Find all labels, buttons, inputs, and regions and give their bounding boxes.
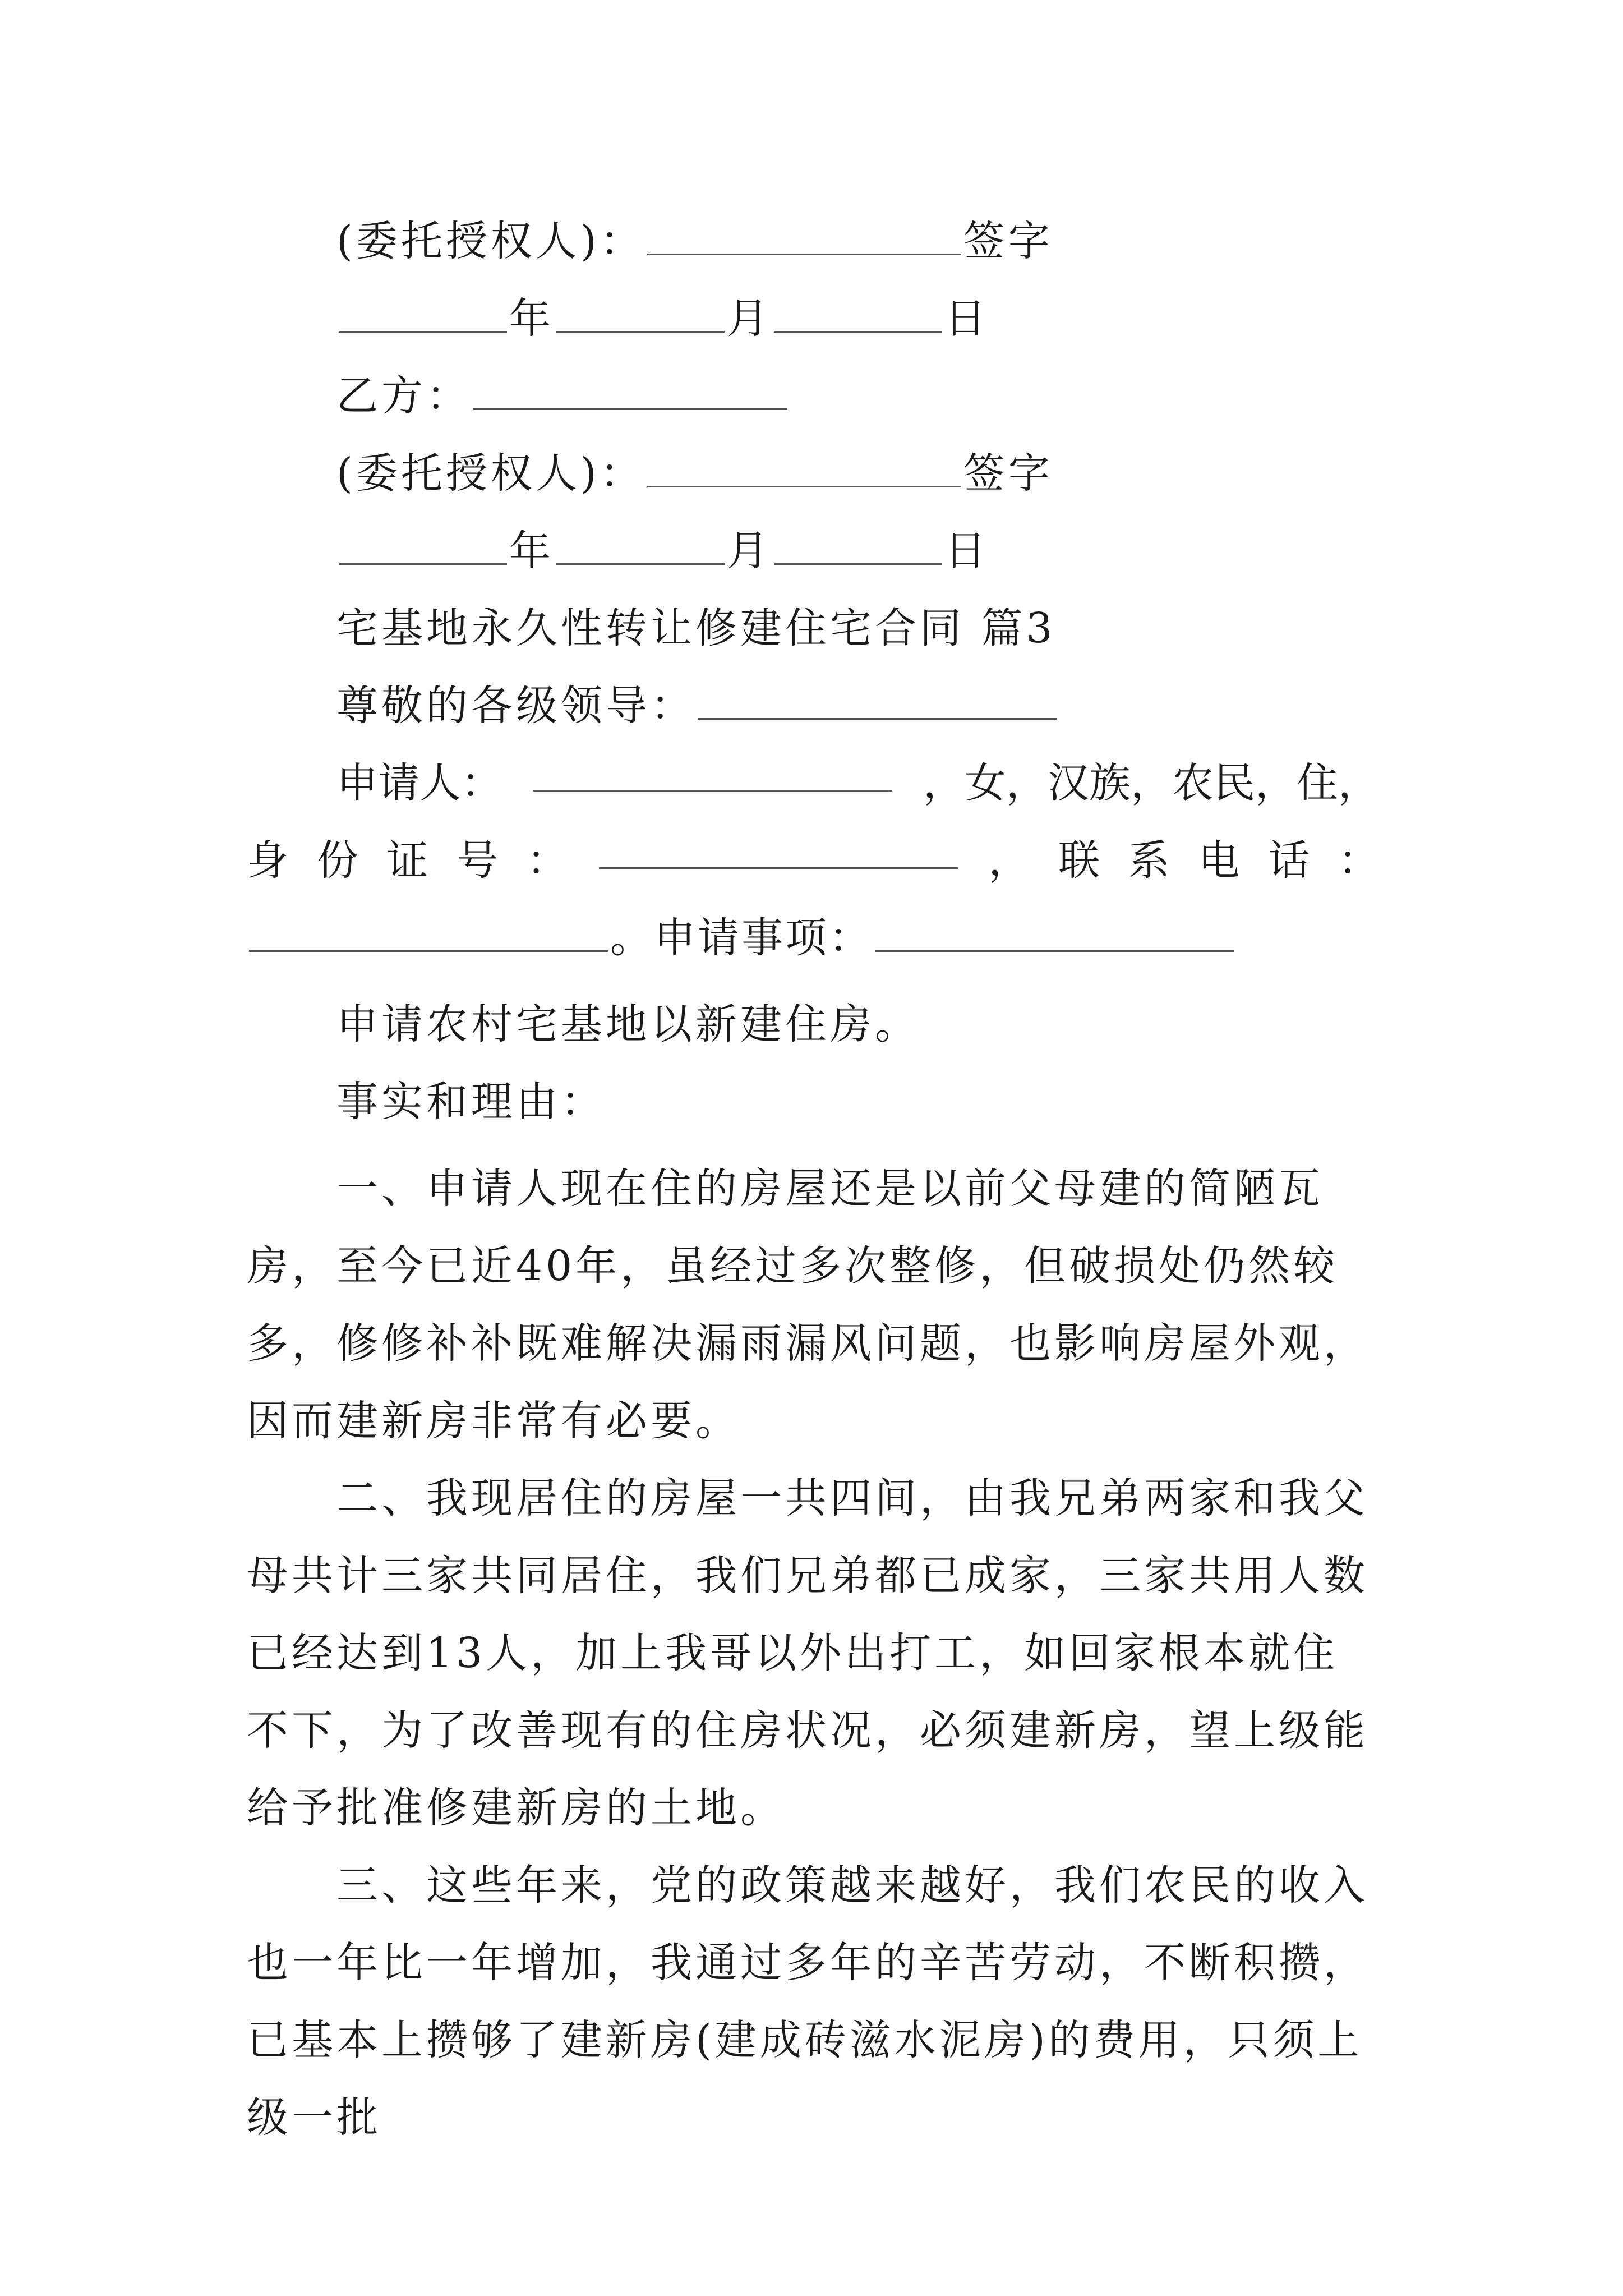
contact-char: 联: [1058, 836, 1100, 885]
month-label: 月: [727, 527, 772, 575]
id-char: 证: [386, 836, 428, 885]
reasons-title: 事实和理由：: [336, 1078, 606, 1126]
contact-char: 电: [1198, 836, 1240, 885]
month-blank: [556, 528, 725, 565]
sign-label: 签字: [963, 217, 1053, 265]
id-line: [247, 832, 1380, 889]
agent-label: (委托授权人)：: [336, 217, 645, 265]
date-line-1: [336, 291, 989, 347]
paragraph-2: 二、我现居住的房屋一共四间，由我兄弟两家和我父母共计三家共同居住，我们兄弟都已成家，三家共用人数已经达到13人，加上我哥以外出打工，如回家根本就住不下，为了改善现有的住房状况，必须建新房，望上级能给予批准修建新房的土地。: [247, 1474, 1368, 1832]
phone-blank: [249, 915, 608, 952]
year-blank: [339, 296, 507, 333]
contact-char: 话: [1268, 836, 1310, 885]
paragraph-3: 三、这些年来，党的政策越来越好，我们农民的收入也一年比一年增加，我通过多年的辛苦劳动，不断积攒，已基本上攒够了建新房(建成砖滋水泥房)的费用，只须上级一批: [247, 1861, 1368, 2142]
section-heading: 宅基地永久性转让修建住宅合同 篇3: [336, 604, 1056, 652]
applicant-blank: [533, 755, 892, 792]
day-blank: [774, 296, 942, 333]
matter-line: [247, 910, 1236, 966]
day-blank: [774, 528, 942, 565]
sign-label: 签字: [963, 449, 1053, 498]
year-blank: [339, 528, 507, 565]
applicant-details: ，女，汉族，农民，住，: [923, 759, 1380, 807]
date-line-2: [336, 523, 989, 579]
contact-char: 系: [1128, 836, 1170, 885]
applicant-line: [336, 755, 1380, 811]
party-b-label: 乙方：: [336, 372, 471, 420]
agent-line-1: [336, 213, 1053, 269]
month-blank: [556, 296, 725, 333]
contact-char: ：: [1338, 836, 1380, 885]
applicant-label: 申请人：: [336, 759, 502, 807]
salutation-line: [336, 678, 1059, 734]
contact-char: ，: [988, 836, 1030, 885]
month-label: 月: [727, 295, 772, 343]
matter-label: 。申请事项：: [610, 914, 873, 962]
agent-line-2: [336, 445, 1053, 501]
id-char: 份: [316, 836, 358, 885]
party-b-blank: [473, 374, 787, 410]
agent-blank: [647, 451, 961, 487]
salutation-label: 尊敬的各级领导：: [336, 682, 695, 730]
matter-blank: [875, 915, 1234, 952]
salutation-blank: [698, 683, 1057, 720]
day-label: 日: [944, 295, 989, 343]
id-char: 身: [247, 836, 288, 885]
year-label: 年: [509, 295, 554, 343]
day-label: 日: [944, 527, 989, 575]
year-label: 年: [509, 527, 554, 575]
id-blank: [599, 832, 958, 869]
agent-blank: [647, 219, 961, 255]
party-b-line: [336, 368, 790, 424]
id-char: 号: [457, 836, 499, 885]
agent-label: (委托授权人)：: [336, 449, 645, 498]
paragraph-1: 一、申请人现在住的房屋还是以前父母建的简陋瓦房，至今已近40年，虽经过多次整修，但破损处仍然较多，修修补补既难解决漏雨漏风问题，也影响房屋外观，因而建新房非常有必要。: [247, 1165, 1368, 1445]
id-char: ：: [526, 836, 568, 885]
matter-text: 申请农村宅基地以新建住房。: [336, 1000, 920, 1048]
